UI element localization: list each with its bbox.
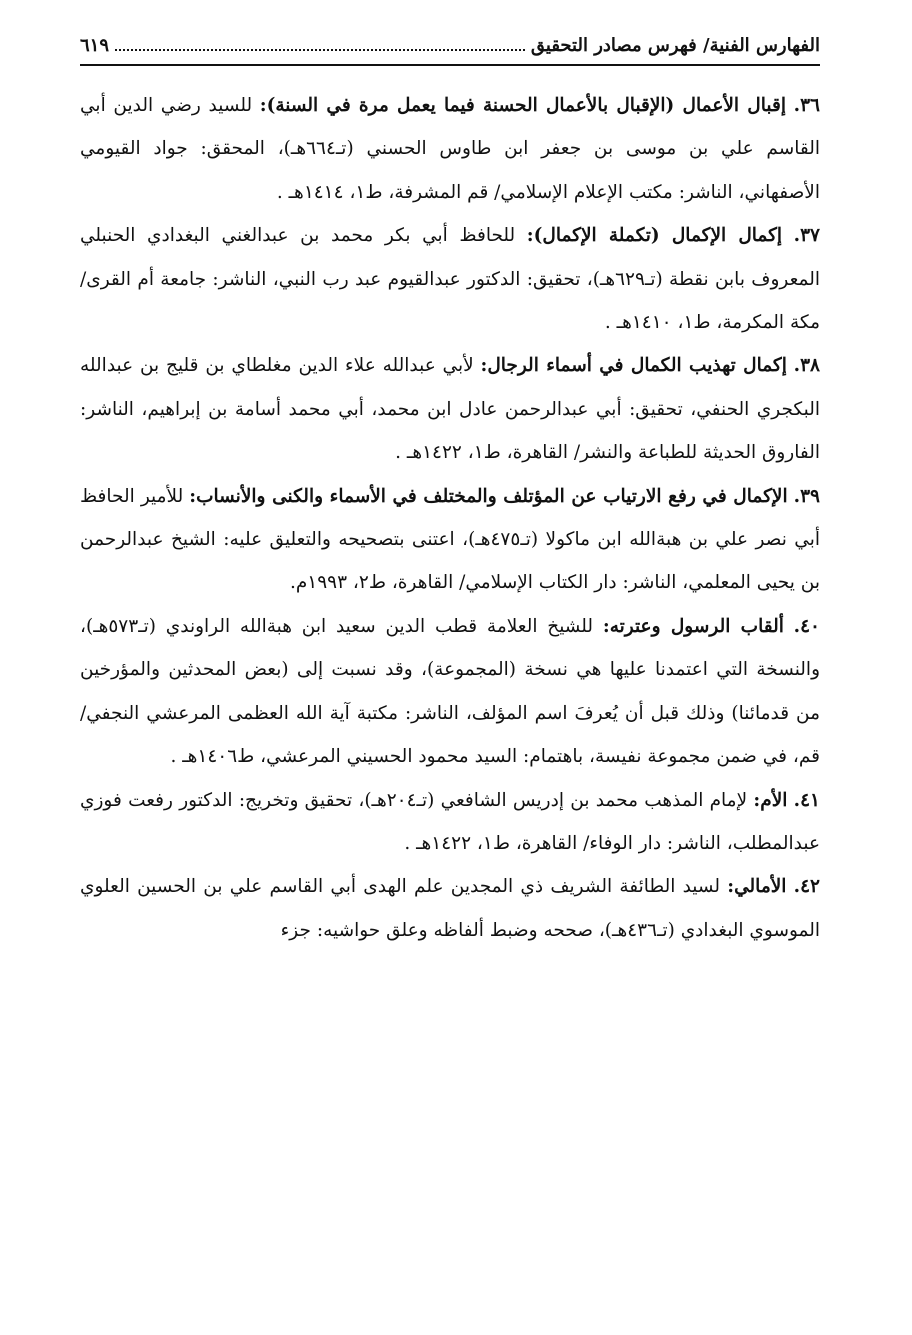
- entry-number: ٣٦.: [793, 95, 820, 116]
- entry-title: ألقاب الرسول وعترته:: [602, 615, 784, 637]
- entry-number: ٤١.: [793, 789, 820, 811]
- entry-body: للحافظ أبي بكر محمد بن عبدالغني البغدادي الحنبلي المعروف بابن نقطة (ت‍ـ٦٢٩هـ)، تحقيق: الدكتور عبدالقيوم عبد رب النبي، الناشر: جامعة أم القرى/ مكة المكرمة، ط١، ١٤١٠هـ .: [80, 225, 821, 334]
- entry-body: لإمام المذهب محمد بن إدريس الشافعي (ت‍ـ٢٠٤هـ)، تحقيق وتخريج: الدكتور رفعت فوزي عبدالمطلب، الناشر: دار الوفاء/ القاهرة، ط١، ١٤٢٢هـ .: [80, 789, 820, 854]
- entry-title: إكمال الإكمال (تكملة الإكمال):: [526, 225, 783, 247]
- document-page: [80, 28, 820, 952]
- entry-title: الإكمال في رفع الارتياب عن المؤتلف والمختلف في الأسماء والكنى والأنساب:: [189, 485, 788, 507]
- entry-title: الأم:: [753, 789, 788, 811]
- entry-body: للشيخ العلامة قطب الدين سعيد ابن هبةالله الراوندي (ت‍ـ٥٧٣هـ)، والنسخة التي اعتمدنا عليها هي نسخة (المجموعة)، وقد نسبت إلى (بعض المحدثين والمؤرخين من قدمائنا) وذلك قبل أن يُعرفَ اسم المؤلف، الناشر: مكتبة آية الله العظمى المرعشي النجفي/ قم، في ضمن مجموعة نفيسة، باهتمام: السيد محمود الحسيني المرعشي، ط١٤٠٦هـ .: [80, 615, 820, 768]
- header-leader-dots: [115, 49, 525, 51]
- running-title: الفهارس الفنية/ فهرس مصادر التحقيق: [530, 35, 820, 56]
- bibliography-entry: [80, 605, 820, 779]
- entry-number: ٣٨.: [793, 355, 820, 377]
- entry-body: لسيد الطائفة الشريف ذي المجدين علم الهدى أبي القاسم علي بن الحسين العلوي الموسوي البغدادي (ت‍ـ٤٣٦هـ)، صححه وضبط ألفاظه وعلق حواشيه: جزء: [80, 876, 820, 941]
- entry-number: ٤٢.: [793, 876, 820, 898]
- entry-number: ٣٧.: [793, 225, 820, 247]
- bibliography-entry: [80, 865, 820, 952]
- bibliography-entry: [80, 344, 820, 474]
- page-number: ٦١٩: [80, 35, 110, 56]
- bibliography-list: [80, 84, 820, 952]
- entry-title: إقبال الأعمال (الإقبال بالأعمال الحسنة فيما يعمل مرة في السنة):: [259, 95, 786, 116]
- entry-body: للسيد رضي الدين أبي القاسم علي بن موسى بن جعفر ابن طاوس الحسني (ت‍ـ٦٦٤هـ)، المحقق: جواد القيومي الأصفهاني، الناشر: مكتب الإعلام الإسلامي/ قم المشرفة، ط١، ١٤١٤هـ .: [80, 95, 820, 203]
- bibliography-entry: [80, 84, 820, 214]
- entry-number: ٤٠.: [793, 615, 820, 637]
- entry-body: لأبي عبدالله علاء الدين مغلطاي بن قليج بن عبدالله البكجري الحنفي، تحقيق: أبي عبدالرحمن عادل ابن محمد، أبي محمد أسامة بن إبراهيم، الناشر: الفاروق الحديثة للطباعة والنشر/ القاهرة، ط١، ١٤٢٢هـ .: [80, 355, 820, 464]
- entry-title: إكمال تهذيب الكمال في أسماء الرجال:: [480, 355, 787, 377]
- entry-title: الأمالي:: [727, 876, 787, 898]
- entry-body: للأمير الحافظ أبي نصر علي بن هبةالله ابن ماكولا (ت‍ـ٤٧٥هـ)، اعتنى بتصحيحه والتعليق عليه: الشيخ عبدالرحمن بن يحيى المعلمي، الناشر: دار الكتاب الإسلامي/ القاهرة، ط٢، ١٩٩٣م.: [80, 485, 820, 594]
- entry-number: ٣٩.: [793, 485, 820, 507]
- bibliography-entry: [80, 214, 820, 344]
- bibliography-entry: [80, 779, 820, 866]
- bibliography-entry: [80, 475, 820, 605]
- page-header: [80, 28, 820, 66]
